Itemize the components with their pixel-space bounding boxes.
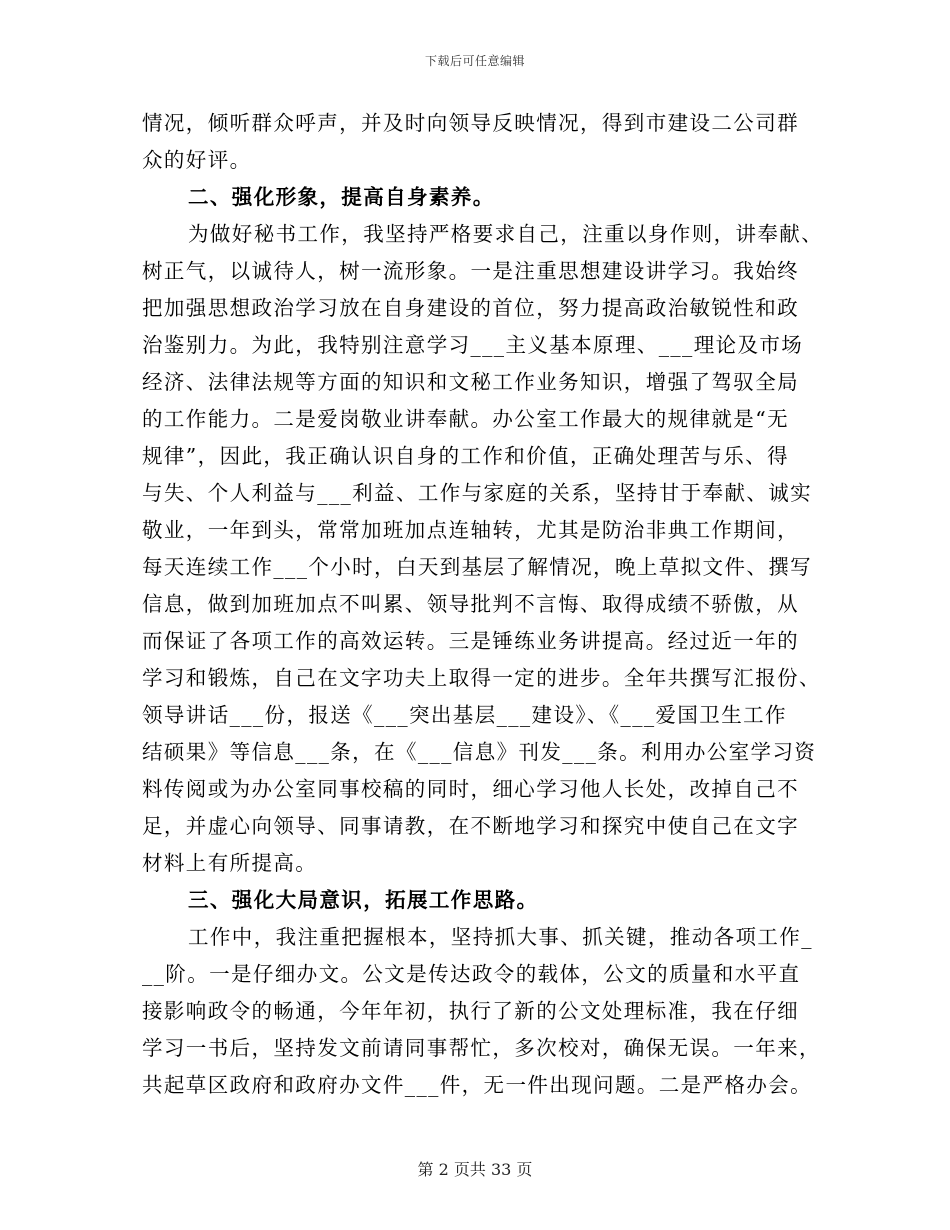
paragraph-line: 而保证了各项工作的高效运转。三是锤练业务讲提高。经过近一年的 — [142, 629, 799, 653]
paragraph-line: 与失、个人利益与___利益、工作与家庭的关系，坚持甘于奉献、诚实 — [142, 481, 813, 505]
paragraph-line: 治鉴别力。为此，我特别注意学习___主义基本原理、___理论及市场 — [142, 333, 804, 357]
paragraph-line: 规律”，因此，我正确认识自身的工作和价值，正确处理苦与乐、得 — [142, 444, 789, 468]
paragraph-line: 共起草区政府和政府办文件___件，无一件出现问题。二是严格办会。 — [142, 1073, 813, 1097]
paragraph-line: 学习和锻炼，自己在文字功夫上取得一定的进步。全年共撰写汇报份、 — [142, 666, 821, 690]
paragraph-line: 足，并虚心向领导、同事请教，在不断地学习和探究中使自己在文字 — [142, 814, 799, 838]
paragraph-line: 每天连续工作___个小时，白天到基层了解情况，晚上草拟文件、撰写 — [142, 555, 813, 579]
paragraph-line: 情况，倾听群众呼声，并及时向领导反映情况，得到市建设二公司群 — [142, 111, 799, 135]
paragraph-first-line: 工作中，我注重把握根本，坚持抓大事、抓关键，推动各项工作_ — [188, 925, 813, 949]
paragraph-line: __阶。一是仔细办文。公文是传达政令的载体，公文的质量和水平直 — [142, 962, 801, 986]
paragraph-line: 信息，做到加班加点不叫累、领导批判不言悔、取得成绩不骄傲，从 — [142, 592, 799, 616]
paragraph-line: 树正气，以诚待人，树一流形象。一是注重思想建设讲学习。我始终 — [142, 259, 799, 283]
paragraph-line: 结硕果》等信息___条，在《___信息》刊发___条。利用办公室学习资 — [142, 740, 817, 764]
paragraph-line: 接影响政令的畅通，今年年初，执行了新的公文处理标准，我在仔细 — [142, 999, 799, 1023]
paragraph-line: 敬业，一年到头，常常加班加点连轴转，尤其是防治非典工作期间， — [142, 518, 799, 542]
paragraph-line: 料传阅或为办公室同事校稿的同时，细心学习他人长处，改掉自己不 — [142, 777, 799, 801]
paragraph-line: 学习一书后，坚持发文前请同事帮忙，多次校对，确保无误。一年来， — [142, 1036, 821, 1060]
page-footer: 第 2 页共 33 页 — [417, 1160, 533, 1179]
paragraph-line: 材料上有所提高。 — [142, 851, 318, 875]
page-header: 下载后可任意编辑 — [424, 54, 525, 68]
paragraph-line: 领导讲话___份，报送《___突出基层___建设》、《___爱国卫生工作 — [142, 703, 787, 727]
paragraph-line: 经济、法律法规等方面的知识和文秘工作业务知识，增强了驾驭全局 — [142, 370, 799, 394]
paragraph-first-line: 为做好秘书工作，我坚持严格要求自己，注重以身作则，讲奉献、 — [188, 222, 824, 246]
paragraph-line: 的工作能力。二是爱岗敬业讲奉献。办公室工作最大的规律就是“无 — [142, 407, 789, 431]
paragraph-line: 众的好评。 — [142, 148, 252, 172]
section-heading: 二、强化形象，提高自身素养。 — [188, 185, 495, 209]
section-heading: 三、强化大局意识，拓展工作思路。 — [188, 888, 539, 912]
paragraph-line: 把加强思想政治学习放在自身建设的首位，努力提高政治敏锐性和政 — [142, 296, 799, 320]
document-body — [142, 105, 824, 1104]
